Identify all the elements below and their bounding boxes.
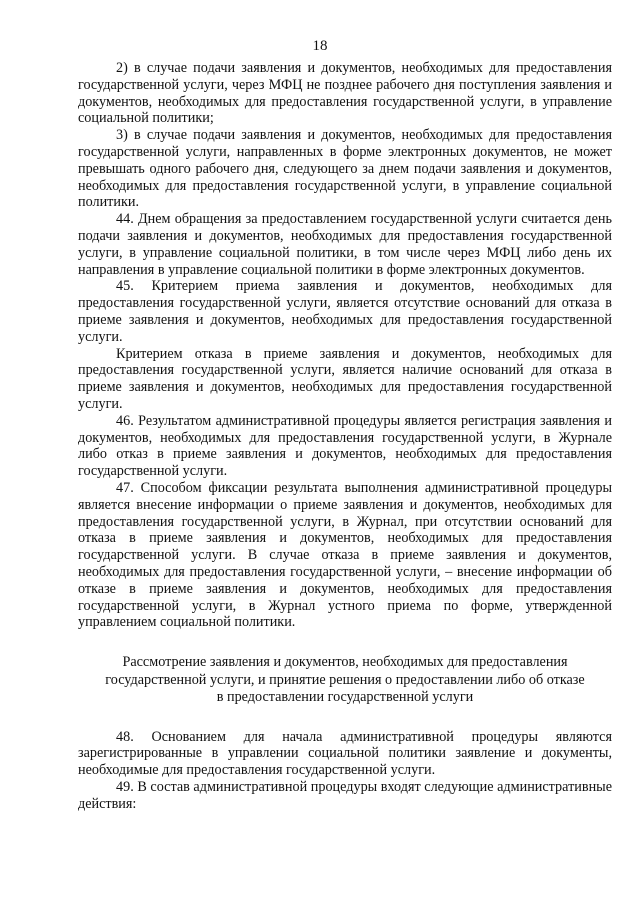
- section-heading-line: в предоставлении государственной услуги: [216, 689, 474, 706]
- paragraph-45-refusal-criterion: Критерием отказа в приеме заявления и документов, необходимых для предоставления государственной услуги, является наличие оснований для отказа в приеме заявления и документов, необходимых для предоставления государственной услуги.: [78, 345, 612, 412]
- page-number: 18: [312, 38, 328, 54]
- section-heading-line: государственной услуги, и принятие решения о предоставлении либо об отказе: [105, 671, 585, 688]
- paragraph-44: 44. Днем обращения за предоставлением государственной услуги считается день подачи заявления и документов, необходимых для предоставления государственной услуги, в управление социальной политики, в том числе через МФЦ либо день их направления в управление социальной политики в форме электронных документов.: [78, 211, 612, 278]
- section-heading: [78, 654, 612, 707]
- paragraph-47: 47. Способом фиксации результата выполнения административной процедуры является внесение информации о приеме заявления и документов, необходимых для предоставления государственной услуги, в Журнал, при отсутствии оснований для отказа в приеме заявления и документов, необходимых для предоставления государственной услуги. В случае отказа в приеме заявления и документов, необходимых для предоставления государственной услуги, – внесение информации об отказе в приеме заявления и документов, необходимых для предоставления государственной услуги, в Журнал устного приема по форме, утвержденной управлением социальной политики.: [78, 479, 612, 631]
- paragraph-46: 46. Результатом административной процедуры является регистрация заявления и документов, необходимых для предоставления государственной услуги, в Журнале либо отказ в приеме заявления и документов, необходимых для предоставления государственной услуги.: [78, 412, 612, 480]
- paragraph-49: 49. В состав административной процедуры входят следующие административные действия:: [78, 778, 612, 812]
- paragraph-item-2: 2) в случае подачи заявления и документов, необходимых для предоставления государственной услуги, через МФЦ не позднее рабочего дня поступления заявления и документов, необходимых для предоставления государственной услуги, в управление социальной политики;: [78, 60, 612, 127]
- document-body: [78, 60, 612, 813]
- paragraph-45: 45. Критерием приема заявления и документов, необходимых для предоставления государственной услуги, является отсутствие оснований для отказа в приеме заявления и документов, необходимых для предоставления государственной услуги.: [78, 278, 612, 345]
- section-heading-line: Рассмотрение заявления и документов, необходимых для предоставления: [122, 654, 568, 671]
- paragraph-item-3: 3) в случае подачи заявления и документов, необходимых для предоставления государственной услуги, направленных в форме электронных документов, не может превышать одного рабочего дня, следующего за днем подачи заявления и документов, необходимых для предоставления государственной услуги, в управление социальной политики.: [78, 127, 612, 211]
- paragraph-48: 48. Основанием для начала административной процедуры являются зарегистрированные в управлении социальной политики заявление и документы, необходимые для предоставления государственной услуги.: [78, 728, 612, 779]
